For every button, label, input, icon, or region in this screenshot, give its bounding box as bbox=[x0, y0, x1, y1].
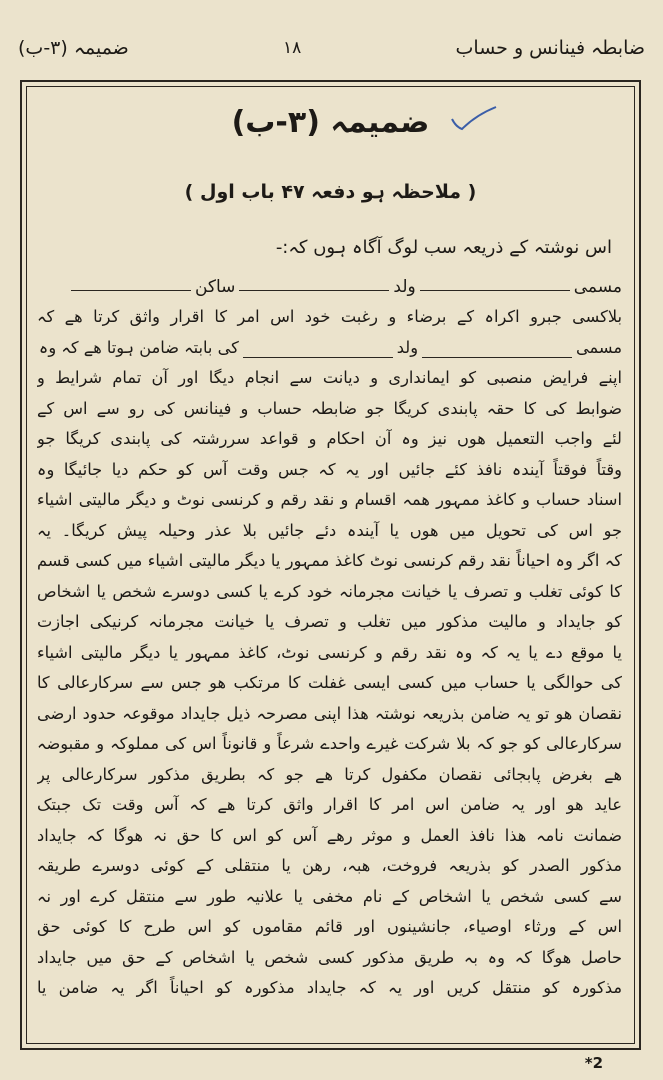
body-line: وقتاً فوقتاً آیندہ نافذ کئے جائیں اور یہ کہ جس وقت آس کو حکم دیا جائیگا وہ bbox=[37, 459, 622, 479]
body-line: کہ اگر وہ احیاناً نقد رقم کرنسی نوٹ کاغذ ممہور یا دیگر مالیتی اشیاء میں کسی قسم bbox=[37, 551, 622, 570]
blank-name bbox=[420, 276, 570, 291]
blank-residence bbox=[71, 276, 191, 291]
body-line: اس کے ورثاء اوصیاء، جانشینوں اور قائم مقاموں کو اس طرح کا کوئی حق bbox=[37, 917, 622, 936]
blank-father bbox=[239, 276, 389, 291]
body-line: ضوابط کی کا حقہ پابندی کریگا جو ضابطہ حساب و فینانس کی رو سے اس کے bbox=[37, 398, 622, 418]
form-row-2 bbox=[37, 333, 622, 364]
footnote-mark: *2 bbox=[584, 1054, 603, 1072]
annex-subtitle: ( ملاحظہ ہو دفعہ ۴۷ باب اول ) bbox=[184, 181, 477, 203]
blank-name-2 bbox=[422, 343, 572, 358]
body-line: اپنے فرایض منصبی کو ایمانداری و دیانت سے انجام دیگا اور آن تمام شرایط و bbox=[37, 368, 622, 387]
agreement-body bbox=[37, 302, 622, 1004]
body-line: کا کوئی تغلب و تصرف یا خیانت مجرمانہ خود کرے یا کسی دوسرے شخص یا اشخاص bbox=[37, 581, 622, 601]
body-line: مذکور الصدر کو بذریعہ فروخت، ھبہ، رھن یا منتقلی کے کوئی دوسرے طریقہ bbox=[37, 856, 622, 875]
body-line: یا موقع دے یا یہ کہ وہ نقد رقم و کرنسی نوٹ، کاغذ ممہور یا دیگر مالیتی اشیاء bbox=[37, 642, 622, 662]
body-line: کو جایداد و مالیت مذکور میں تغلب و تصرف یا خیانت مجرمانہ کرنیکی اجازت bbox=[37, 612, 622, 631]
label-musammi: مسمی bbox=[573, 277, 622, 297]
body-line: بلاکسی جبرو اکراہ کے برضاء و رغبت خود اس امر کا اقرار واثق کرتا ھے کہ bbox=[37, 307, 622, 326]
body-line: جو اس کی تحویل میں ھوں یا آیندہ دئے جائیں بلا عذر وحیلہ پیش کریگا۔ یہ bbox=[37, 520, 622, 540]
form-row-1 bbox=[39, 267, 622, 297]
body-line: عاید ھو اور یہ ضامن اس امر کا اقرار واثق کرتا ھے کہ آس وقت تک جبتک bbox=[37, 795, 622, 814]
body-line: کی حوالگی یا حساب میں کسی ایسی غفلت کا مرتکب ھو جس سے سرکارعالی کا bbox=[37, 673, 622, 692]
body-line: ضمانت نامہ ھذا نافذ العمل و موثر رھے آس کو اس کا حق نہ ھوگا کہ جایداد bbox=[37, 825, 622, 845]
body-line: ھے بغرض پابجائی نقصان مکفول کرتا ھے جو کہ بطریق مذکور سرکارعالی پر bbox=[37, 764, 622, 784]
label-wald-2: ولد bbox=[396, 337, 419, 357]
body-line: حاصل ھوگا کہ وہ بہ طریق مذکور کسی شخص یا اشخاص کے حق میں جایداد bbox=[37, 947, 622, 967]
page-frame bbox=[20, 80, 641, 1050]
page-number: ۱۸ bbox=[283, 38, 302, 58]
label-musammi-2: مسمی bbox=[576, 337, 622, 357]
body-line: سرکارعالی کو جو کہ بلا شرکت غیرے واحدے شرعاً و قانوناً اس کی مملوکہ و مقبوضہ bbox=[37, 734, 622, 753]
label-sakin: ساکن bbox=[194, 277, 236, 297]
body-line: اسناد حساب و کاغذ ممہور ھمہ اقسام و نقد رقم و کرنسی نوٹ و دیگر مالیتی اشیاء bbox=[37, 490, 622, 509]
body-line: سے کسی شخص یا اشخاص کے نام مخفی یا علانیہ طور سے منتقل کرے اور نہ bbox=[37, 886, 622, 906]
annex-title: ضمیمہ (۳-ب) bbox=[231, 105, 430, 140]
blank-father-2 bbox=[243, 343, 393, 358]
check-mark-icon bbox=[450, 105, 498, 131]
header-annex-label: ضمیمہ (۳-ب) bbox=[18, 37, 129, 59]
body-line: نقصان ھو تو یہ ضامن بذریعہ نوشتہ ھذا اپنی مصرحہ ذیل جایداد موقوعہ حدود ارضی bbox=[37, 703, 622, 723]
intro-text: اس نوشتہ کے ذریعہ سب لوگ آگاہ ہوں کہ:- bbox=[275, 237, 612, 258]
running-head bbox=[18, 30, 645, 66]
header-book-title: ضابطہ فینانس و حساب bbox=[455, 37, 645, 59]
form-row-2-tail: کی بابتہ ضامن ہوتا ھے کہ وہ bbox=[38, 337, 239, 357]
body-line: مذکورہ کو منتقل کریں اور یہ کہ جایداد مذکورہ کو احیاناً اگر یہ ضامن یا bbox=[37, 978, 622, 997]
label-wald: ولد bbox=[393, 277, 416, 297]
page-frame-inner bbox=[26, 86, 635, 1044]
body-line: لئے واجب التعمیل ھوں نیز وہ آن احکام و قواعد سررشتہ کی پابندی کریگا جو bbox=[37, 429, 622, 448]
